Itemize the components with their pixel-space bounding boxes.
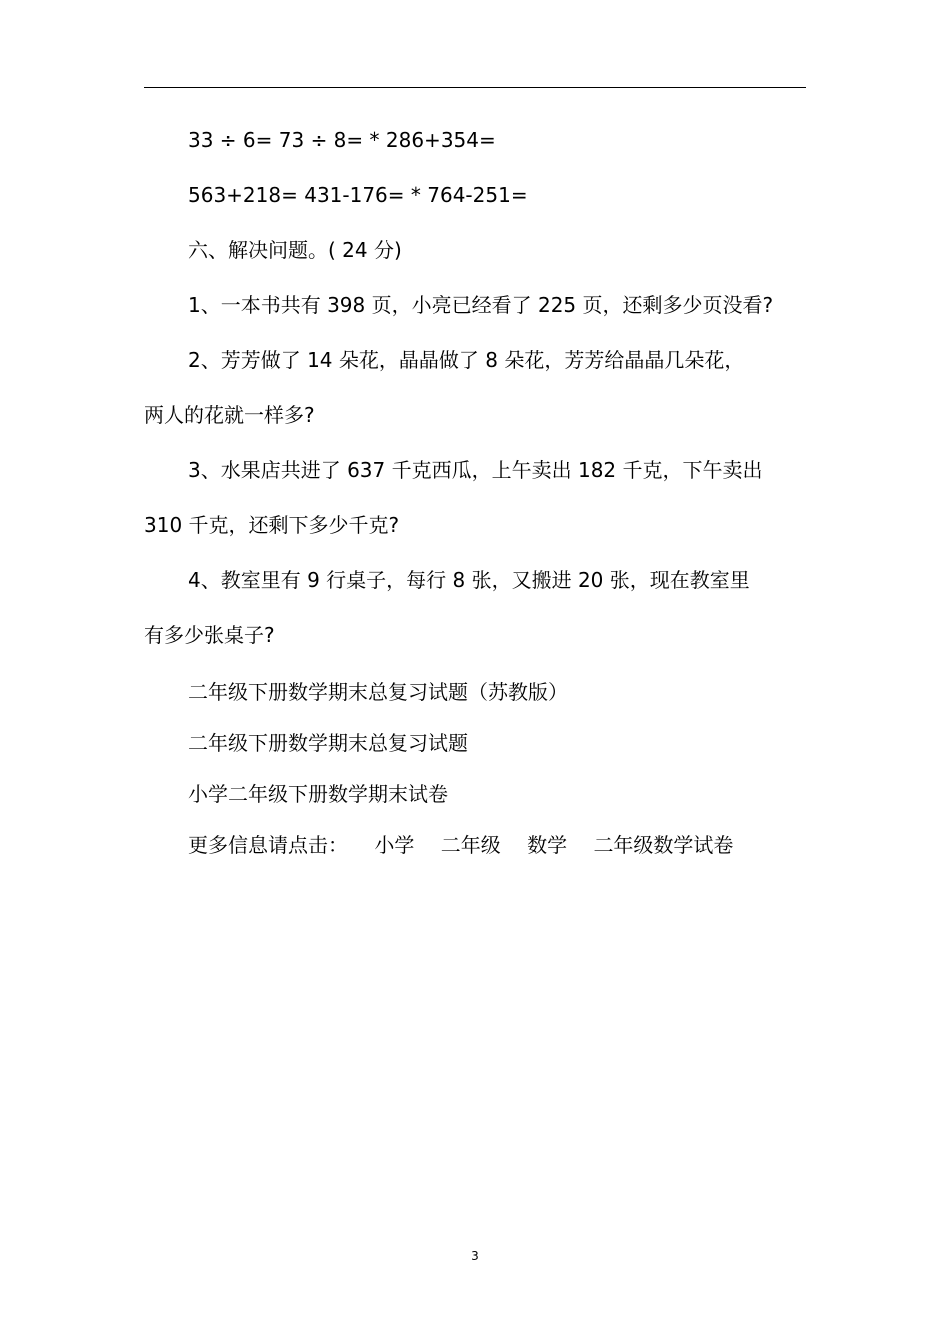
header-rule bbox=[144, 87, 806, 88]
arithmetic-row-2: 563+218= 431-176= * 764-251= bbox=[188, 183, 528, 207]
question-3-line-1: 3、水果店共进了 637 千克西瓜，上午卖出 182 千克，下午卖出 bbox=[188, 458, 763, 482]
tag-link-grade-2[interactable]: 二年级 bbox=[440, 833, 501, 857]
question-4-line-1: 4、教室里有 9 行桌子，每行 8 张，又搬进 20 张，现在教室里 bbox=[188, 568, 750, 592]
question-3-line-2: 310 千克，还剩下多少千克? bbox=[144, 513, 400, 537]
question-2-line-2: 两人的花就一样多? bbox=[144, 403, 315, 427]
section-heading: 六、解决问题。( 24 分) bbox=[188, 238, 402, 262]
tag-link-grade-2-math-exam[interactable]: 二年级数学试卷 bbox=[593, 833, 734, 857]
page-number: 3 bbox=[471, 1249, 479, 1263]
question-4-line-2: 有多少张桌子? bbox=[144, 623, 275, 647]
related-link-2[interactable]: 二年级下册数学期末总复习试题 bbox=[188, 731, 468, 755]
tag-link-math[interactable]: 数学 bbox=[527, 833, 568, 857]
arithmetic-row-1: 33 ÷ 6= 73 ÷ 8= * 286+354= bbox=[188, 128, 496, 152]
more-info-row bbox=[188, 831, 753, 859]
related-link-3[interactable]: 小学二年级下册数学期末试卷 bbox=[188, 782, 448, 806]
tag-link-primary-school[interactable]: 小学 bbox=[374, 833, 415, 857]
question-2-line-1: 2、芳芳做了 14 朵花，晶晶做了 8 朵花，芳芳给晶晶几朵花， bbox=[188, 348, 745, 372]
more-info-label: 更多信息请点击： bbox=[188, 833, 348, 857]
question-1: 1、一本书共有 398 页，小亮已经看了 225 页，还剩多少页没看? bbox=[188, 293, 774, 317]
related-link-1[interactable]: 二年级下册数学期末总复习试题（苏教版） bbox=[188, 680, 568, 704]
